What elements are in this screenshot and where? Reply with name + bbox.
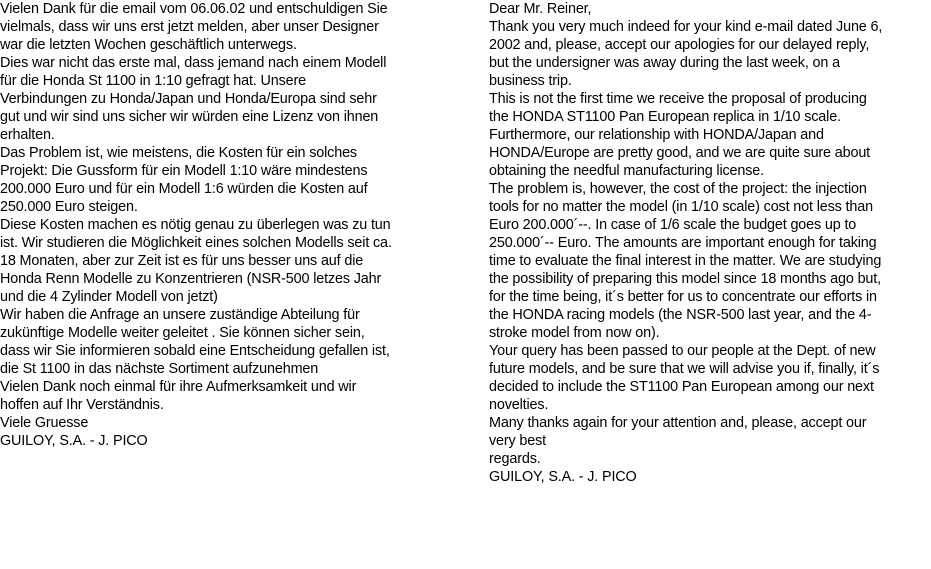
english-letter-line: Your query has been passed to our people at the Dept. of new — [489, 343, 876, 359]
german-letter-closing: Viele Gruesse — [0, 415, 89, 431]
english-letter-line: decided to include the ST1100 Pan European among our next — [489, 379, 874, 395]
german-letter-line: für die Honda St 1100 in 1:10 gefragt hat. Unsere — [0, 73, 306, 89]
german-letter-line: Dies war nicht das erste mal, dass jemand nach einem Modell — [0, 55, 387, 71]
german-letter-line: vielmals, dass wir uns erst jetzt melden, aber unser Designer — [0, 19, 379, 35]
english-letter-line: Many thanks again for your attention and, please, accept our — [489, 415, 867, 431]
english-letter-line: for the time being, it´s better for us to concentrate our efforts in — [489, 289, 877, 305]
german-letter-line: dass wir Sie informieren sobald eine Entscheidung gefallen ist, — [0, 343, 390, 359]
english-letter-line: Euro 200.000´--. In case of 1/6 scale the budget goes up to — [489, 217, 857, 233]
english-letter-line: the possibility of preparing this model since 18 months ago but, — [489, 271, 881, 287]
english-letter-line: but the undersigner was away during the last week, on a — [489, 55, 840, 71]
english-letter-line: obtaining the needful manufacturing license. — [489, 163, 765, 179]
english-letter-line: very best — [489, 433, 547, 449]
english-letter — [489, 0, 931, 486]
german-letter-line: Das Problem ist, wie meistens, die Kosten für ein solches — [0, 145, 357, 161]
german-letter-line: Honda Renn Modelle zu Konzentrieren (NSR-500 letzes Jahr — [0, 271, 382, 287]
german-letter-line: 18 Monaten, aber zur Zeit ist es für uns besser uns auf die — [0, 253, 364, 269]
english-letter-line: The problem is, however, the cost of the project: the injection — [489, 181, 867, 197]
german-letter-line: zukünftige Modelle weiter geleitet . Sie können sicher sein, — [0, 325, 365, 341]
german-letter-line: 250.000 Euro steigen. — [0, 199, 138, 215]
german-letter-line: Vielen Dank für die email vom 06.06.02 und entschuldigen Sie — [0, 1, 388, 17]
german-letter-line: erhalten. — [0, 127, 55, 143]
english-letter-line: Thank you very much indeed for your kind e-mail dated June 6, — [489, 19, 883, 35]
english-letter-line: stroke model from now on). — [489, 325, 660, 341]
german-letter-line: Verbindungen zu Honda/Japan und Honda/Europa sind sehr — [0, 91, 377, 107]
english-letter-line: future models, and be sure that we will advise you if, finally, it´s — [489, 361, 880, 377]
german-letter-line: die St 1100 in das nächste Sortiment aufzunehmen — [0, 361, 319, 377]
german-letter-line: 200.000 Euro und für ein Modell 1:6 würden die Kosten auf — [0, 181, 368, 197]
english-letter-line: business trip. — [489, 73, 572, 89]
german-letter-line: gut und wir sind uns sicher wir würden eine Lizenz von ihnen — [0, 109, 379, 125]
german-letter-line: ist. Wir studieren die Möglichkeit eines solchen Modells seit ca. — [0, 235, 392, 251]
english-letter-line: the HONDA ST1100 Pan European replica in 1/10 scale. — [489, 109, 841, 125]
german-letter-line: Diese Kosten machen es nötig genau zu überlegen was zu tun — [0, 217, 391, 233]
german-letter-line: hoffen auf Ihr Verständnis. — [0, 397, 164, 413]
english-letter-closing: regards. — [489, 451, 541, 467]
english-letter-line: tools for no matter the model (in 1/10 scale) cost not less than — [489, 199, 873, 215]
english-letter-line: 2002 and, please, accept our apologies for our delayed reply, — [489, 37, 870, 53]
english-letter-line: the HONDA racing models (the NSR-500 last year, and the 4- — [489, 307, 872, 323]
english-letter-line: Furthermore, our relationship with HONDA/Japan and — [489, 127, 824, 143]
german-letter-line: und die 4 Zylinder Modell von jetzt) — [0, 289, 218, 305]
english-letter-line: HONDA/Europe are pretty good, and we are quite sure about — [489, 145, 871, 161]
english-letter-signature: GUILOY, S.A. - J. PICO — [489, 469, 637, 485]
german-letter-line: Wir haben die Anfrage an unsere zuständige Abteilung für — [0, 307, 360, 323]
english-letter-line: time to evaluate the final interest in the matter. We are studying — [489, 253, 882, 269]
english-letter-salutation: Dear Mr. Reiner, — [489, 1, 592, 17]
english-letter-line: novelties. — [489, 397, 549, 413]
german-letter — [0, 0, 470, 450]
german-letter-line: Projekt: Die Gussform für ein Modell 1:10 wäre mindestens — [0, 163, 368, 179]
english-letter-line: 250.000´-- Euro. The amounts are important enough for taking — [489, 235, 877, 251]
german-letter-line: war die letzten Wochen geschäftlich unterwegs. — [0, 37, 297, 53]
german-letter-line: Vielen Dank noch einmal für ihre Aufmerksamkeit und wir — [0, 379, 357, 395]
german-letter-signature: GUILOY, S.A. - J. PICO — [0, 433, 148, 449]
english-letter-line: This is not the first time we receive the proposal of producing — [489, 91, 867, 107]
